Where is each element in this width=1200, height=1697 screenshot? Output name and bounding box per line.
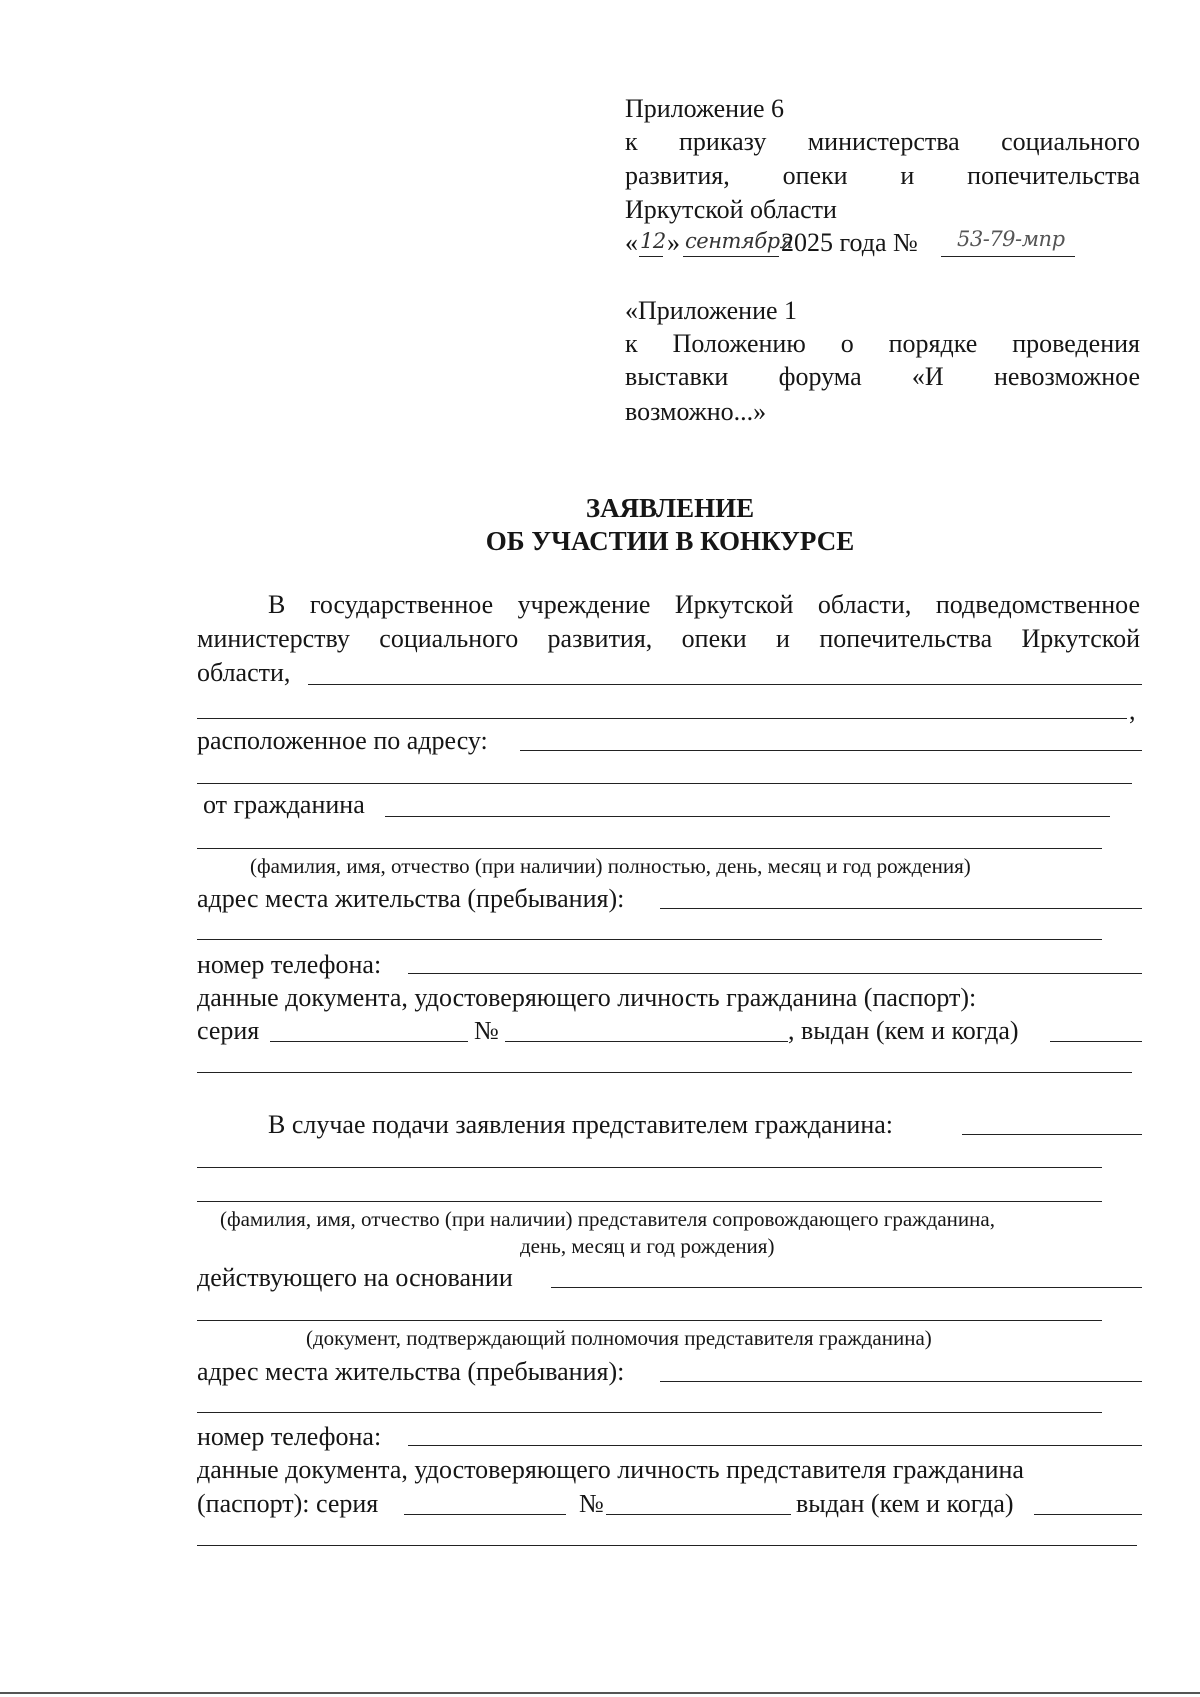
- rep-residence-field-line-2[interactable]: [197, 1412, 1102, 1413]
- annex-regulation-line: к Положению о порядке проведения: [625, 329, 1140, 358]
- address-field-line-1[interactable]: [520, 750, 1142, 751]
- issued-field-line-2[interactable]: [197, 1072, 1132, 1073]
- month-underline: [683, 256, 779, 257]
- rep-number-label: №: [579, 1489, 604, 1518]
- address-field-line-2[interactable]: [197, 783, 1132, 784]
- annex-forum-end: возможно...»: [625, 397, 767, 426]
- document-subtitle: ОБ УЧАСТИИ В КОНКУРСЕ: [485, 526, 855, 556]
- appendix-order-line: к приказу министерства социального: [625, 127, 1140, 156]
- handwritten-day: 12: [640, 229, 666, 253]
- citizen-field-line-2[interactable]: [197, 848, 1102, 849]
- intro-line-3: области,: [197, 658, 291, 687]
- issued-field-line-1[interactable]: [1050, 1041, 1142, 1042]
- rep-phone-field-line[interactable]: [408, 1445, 1142, 1446]
- representative-field-line-2[interactable]: [197, 1167, 1102, 1168]
- rep-residence-label: адрес места жительства (пребывания):: [197, 1357, 625, 1386]
- rep-passport-number-field-line[interactable]: [606, 1514, 791, 1515]
- residence-field-line-2[interactable]: [197, 939, 1102, 940]
- appendix-ministry-line: развития, опеки и попечительства: [625, 161, 1140, 190]
- document-title: ЗАЯВЛЕНИЕ: [585, 493, 755, 523]
- residence-field-line-1[interactable]: [660, 908, 1142, 909]
- annex-number: «Приложение 1: [625, 296, 798, 325]
- id-document-label: данные документа, удостоверяющего личность гражданина (паспорт):: [197, 983, 977, 1012]
- date-open-quote: «: [625, 228, 638, 257]
- rep-passport-series-label: (паспорт): серия: [197, 1489, 379, 1518]
- appendix-number: Приложение 6: [625, 94, 785, 123]
- date-close-quote: »: [667, 228, 680, 257]
- rep-issued-field-line-1[interactable]: [1034, 1514, 1142, 1515]
- day-underline: [639, 256, 663, 257]
- number-label: №: [474, 1016, 499, 1045]
- citizen-label: от гражданина: [203, 790, 365, 819]
- address-label: расположенное по адресу:: [197, 726, 488, 755]
- basis-field-line-2[interactable]: [197, 1320, 1102, 1321]
- representative-caption-2: день, месяц и год рождения): [520, 1234, 775, 1258]
- phone-label: номер телефона:: [197, 950, 382, 979]
- citizen-field-line-1[interactable]: [385, 816, 1110, 817]
- passport-number-field-line[interactable]: [505, 1041, 788, 1042]
- series-label: серия: [197, 1016, 260, 1045]
- basis-caption: (документ, подтверждающий полномочия представителя гражданина): [306, 1326, 932, 1350]
- institution-comma: ,: [1129, 696, 1136, 725]
- basis-field-line-1[interactable]: [551, 1287, 1142, 1288]
- representative-caption-1: (фамилия, имя, отчество (при наличии) представителя сопровождающего гражданина,: [220, 1207, 995, 1231]
- handwritten-month: сентября: [685, 229, 794, 253]
- intro-line-1: В государственное учреждение Иркутской области, подведомственное: [268, 590, 1140, 619]
- rep-id-document-label: данные документа, удостоверяющего личность представителя гражданина: [197, 1455, 1024, 1484]
- institution-field-line-2[interactable]: [197, 718, 1127, 719]
- rep-issued-label: выдан (кем и когда): [796, 1489, 1014, 1518]
- date-year-number: 2025 года №: [781, 228, 918, 257]
- appendix-date-line: [625, 228, 1145, 262]
- basis-label: действующего на основании: [197, 1263, 513, 1292]
- intro-line-2: министерству социального развития, опеки и попечительства Иркутской: [197, 624, 1140, 653]
- rep-residence-field-line-1[interactable]: [660, 1381, 1142, 1382]
- representative-field-line-1[interactable]: [962, 1134, 1142, 1135]
- page-bottom-edge: [0, 1692, 1200, 1694]
- phone-field-line[interactable]: [408, 973, 1142, 974]
- issued-label: , выдан (кем и когда): [788, 1016, 1019, 1045]
- representative-intro: В случае подачи заявления представителем гражданина:: [268, 1110, 894, 1139]
- citizen-caption: (фамилия, имя, отчество (при наличии) полностью, день, месяц и год рождения): [250, 854, 971, 878]
- handwritten-order-number: 53-79-мпр: [957, 227, 1065, 251]
- series-field-line[interactable]: [270, 1041, 468, 1042]
- appendix-region-line: Иркутской области: [625, 195, 837, 224]
- institution-field-line-1[interactable]: [308, 684, 1142, 685]
- rep-series-field-line[interactable]: [404, 1514, 566, 1515]
- order-number-underline: [941, 256, 1075, 257]
- annex-forum-line: выставки форума «И невозможное: [625, 362, 1140, 391]
- representative-field-line-3[interactable]: [197, 1201, 1102, 1202]
- rep-phone-label: номер телефона:: [197, 1422, 382, 1451]
- residence-label: адрес места жительства (пребывания):: [197, 884, 625, 913]
- rep-issued-field-line-2[interactable]: [197, 1545, 1137, 1546]
